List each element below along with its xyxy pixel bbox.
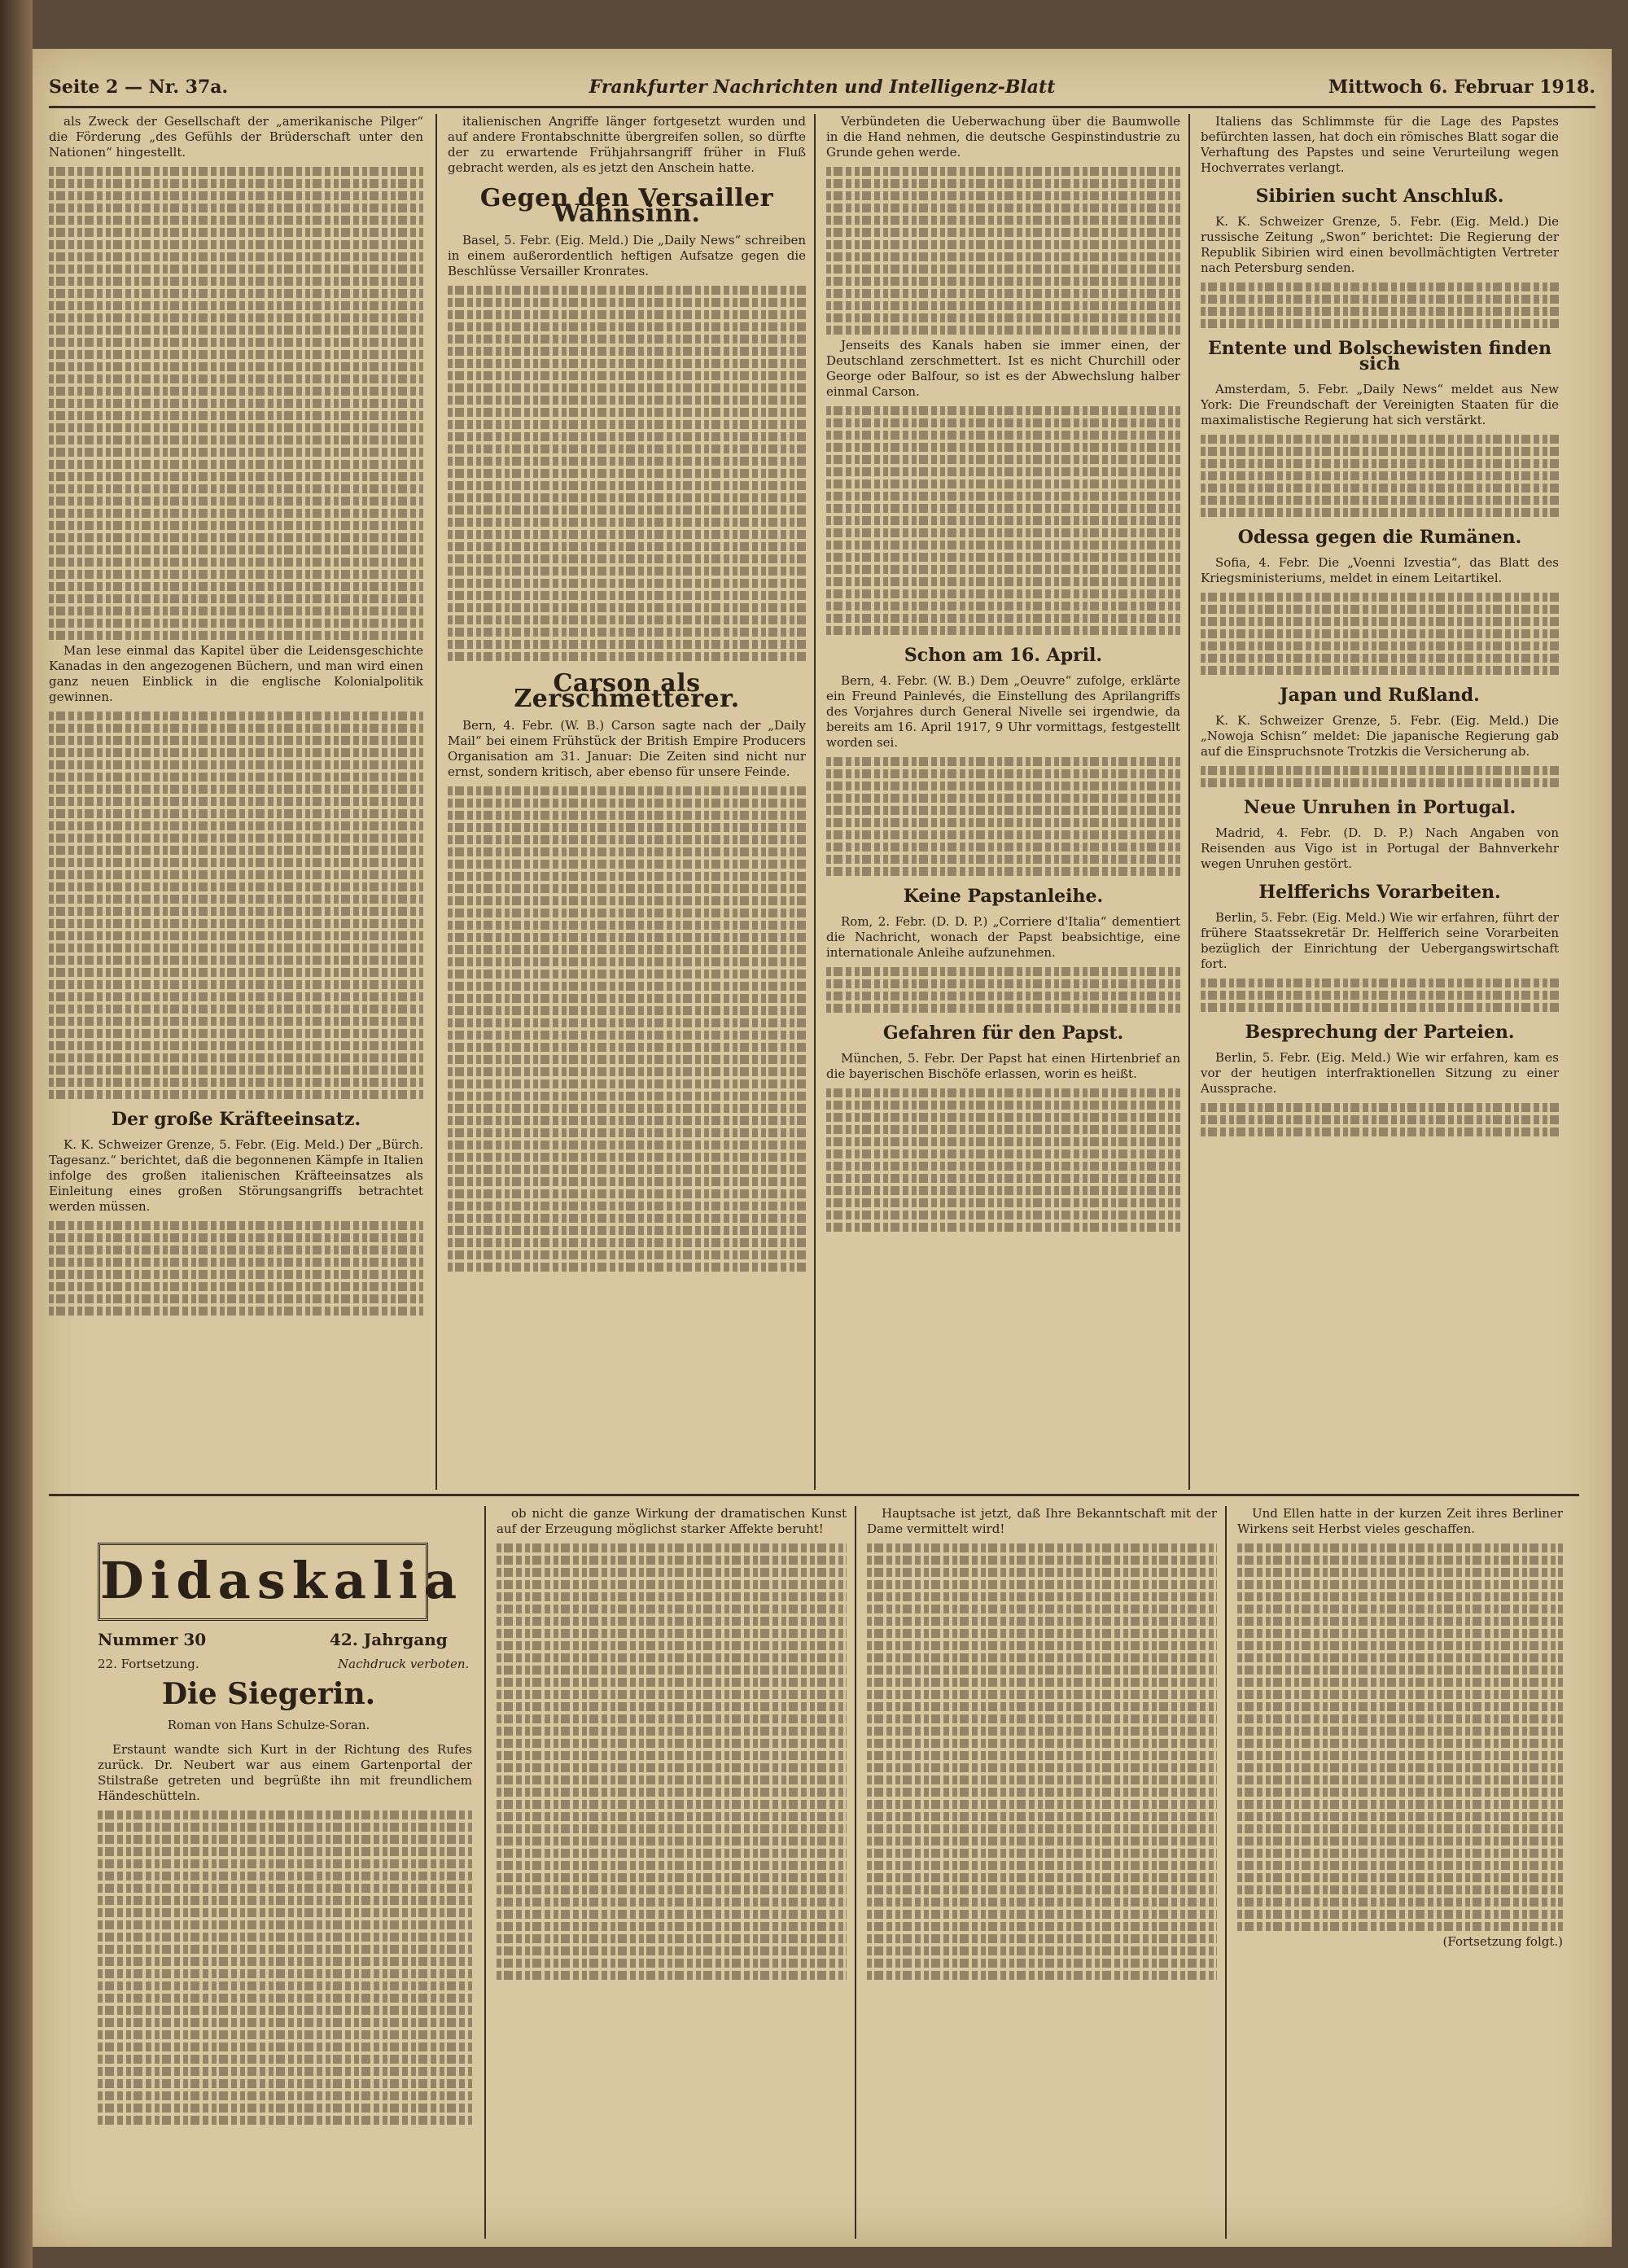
heading-sibirien: Sibirien sucht Anschluß. [1255,186,1504,207]
col4-body-1: K. K. Schweizer Grenze, 5. Febr. (Eig. Meld.) Die russische Zeitung „Swon“ berichtet: Die Regierung der Republik Sibirien wird einen bevollmächtigten Vertreter nach Petersburg senden. [1201,214,1559,275]
newspaper-page [33,49,1612,2247]
col4-body-2: Amsterdam, 5. Febr. „Daily News“ meldet aus New York: Die Freundschaft der Vereinigten Staaten für die maximalistische Regierung hat sich verstärkt. [1201,382,1559,427]
feuilleton-text-4: Und Ellen hatte in der kurzen Zeit ihres Berliner Wirkens seit Herbst vieles geschaffen. [1237,1506,1563,1536]
heading-keine-papstanleihe: Keine Papstanleihe. [903,886,1104,907]
heading-gefahren-papst: Gefahren für den Papst. [882,1022,1124,1044]
heading-odessa: Odessa gegen die Rumänen. [1237,527,1522,548]
novel-byline: Roman von Hans Schulze-Soran. [167,1718,370,1732]
masthead-title: Didaskalia [100,1551,464,1610]
heading-carson: Carson als Zerschmetterer. [514,669,740,713]
novel-title: Die Siegerin. [161,1677,376,1711]
col4-body-5: Madrid, 4. Febr. (D. D. P.) Nach Angaben von Reisenden aus Vigo ist in Portugal der Bahnverkehr wegen Unruhen gestört. [1201,825,1559,871]
book-spine [0,0,33,2268]
feuilleton-column-2 [497,1506,847,2239]
heading-japan-russland: Japan und Rußland. [1280,685,1480,706]
installment-label: 22. Fortsetzung. [98,1657,199,1671]
feuilleton-column-3 [867,1506,1217,2239]
col2-body-1: Basel, 5. Febr. (Eig. Meld.) Die „Daily News“ schreiben in einem außerordentlich heftigen Aufsatze gegen die Beschlüsse Versailler Kronrates. [448,233,806,278]
col1-paragraph-2: Man lese einmal das Kapitel über die Leidensgeschichte Kanadas in den angezogenen Büchern, und man wird einen ganz neuen Einblick in die englische Kolonialpolitik gewinnen. [49,643,423,704]
reprint-notice: Nachdruck verboten. [338,1657,470,1671]
col4-body-7: Berlin, 5. Febr. (Eig. Meld.) Wie wir erfahren, kam es vor der heutigen interfraktionellen Sitzung zu einer Aussprache. [1201,1050,1559,1096]
heading-portugal: Neue Unruhen in Portugal. [1243,797,1516,818]
col3-top: Verbündeten die Ueberwachung über die Baumwolle in die Hand nehmen, die deutsche Gespinstindustrie zu Grunde gehen werde. [826,114,1180,160]
heading-versailler-wahnsinn: Gegen den Versailler Wahnsinn. [479,184,774,228]
feuilleton-column-1 [98,1742,472,2231]
feuilleton-text-1: Erstaunt wandte sich Kurt in der Richtung des Rufes zurück. Dr. Neubert war aus einem Gartenportal der Stilstraße getreten und begrüßte ihn mit freundlichem Händeschütteln. [98,1742,472,1803]
issue-date: Mittwoch 6. Februar 1918. [1328,77,1595,98]
col3-body-3: Rom, 2. Febr. (D. D. P.) „Corriere d'Italia“ dementiert die Nachricht, wonach der Papst beabsichtige, eine internationale Anleihe aufzunehmen. [826,914,1180,960]
col3-body-2: Bern, 4. Febr. (W. B.) Dem „Oeuvre“ zufolge, erklärte ein Freund Painlevés, die Einstellung des Aprilangriffs des Vorjahres durch General Nivelle sei irgendwie, da bereits am 16. April 1917, 9 Uhr vormittags, festgestellt worden sei. [826,673,1180,750]
heading-kraefteeinsatz: Der große Kräfteeinsatz. [111,1109,361,1130]
didaskalia-masthead [98,1543,464,1621]
col4-top: Italiens das Schlimmste für die Lage des Papstes befürchten lassen, hat doch ein römisches Blatt sogar die Verhaftung des Papstes und seine Verurteilung wegen Hochverrates verlangt. [1201,114,1559,175]
heading-schon-am-16-april: Schon am 16. April. [904,645,1103,666]
col4-body-3: Sofia, 4. Febr. Die „Voenni Izvestia“, das Blatt des Kriegsministeriums, meldet in einem Leitartikel. [1201,555,1559,585]
col3-body-1: Jenseits des Kanals haben sie immer einen, der Deutschland zerschmettert. Ist es nicht Churchill oder George oder Balfour, so ist es der Abwechslung halber einmal Carson. [826,338,1180,399]
column-1 [49,114,423,1490]
col1-paragraph-3: K. K. Schweizer Grenze, 5. Febr. (Eig. Meld.) Der „Bürch. Tagesanz.“ berichtet, daß die begonnenen Kämpfe in Italien infolge des großen italienischen Kräfteeinsatzes als Einleitung eines großen Störungsangriffs betrachtet werden müssen. [49,1137,423,1214]
col4-body-4: K. K. Schweizer Grenze, 5. Febr. (Eig. Meld.) Die „Nowoja Schisn“ meldet: Die japanische Regierung gab auf die Einspruchsnote Trotzkis die Versicherung ab. [1201,713,1559,759]
continuation-note: (Fortsetzung folgt.) [1442,1934,1563,1949]
issue-number: Nummer 30 [98,1630,207,1649]
col2-top: italienischen Angriffe länger fortgesetzt wurden und auf andere Frontabschnitte übergreifen sollen, so dürfte der zu erwartende Frühjahrsangriff früher in Fluß gebracht werden, als es jetzt den Anschein hatte. [448,114,806,175]
heading-helfferich: Helfferichs Vorarbeiten. [1258,882,1501,903]
heading-entente-bolschewisten: Entente und Bolschewisten finden sich [1207,338,1552,374]
col3-body-4: München, 5. Febr. Der Papst hat einen Hirtenbrief an die bayerischen Bischöfe erlassen, worin es heißt. [826,1051,1180,1081]
column-4 [1201,114,1559,1490]
page-number: Seite 2 — Nr. 37a. [49,77,229,98]
column-2 [448,114,806,1490]
col1-paragraph-1: als Zweck der Gesellschaft der „amerikanische Pilger“ die Förderung „des Gefühls der Brüderschaft unter den Nationen“ hingestellt. [49,114,423,160]
feuilleton-text-3: Hauptsache ist jetzt, daß Ihre Bekanntschaft mit der Dame vermittelt wird! [867,1506,1217,1536]
newspaper-title: Frankfurter Nachrichten und Intelligenz-Blatt [589,77,1056,98]
feuilleton-column-4 [1237,1506,1563,2239]
heading-besprechung-parteien: Besprechung der Parteien. [1245,1022,1515,1043]
volume-year: 42. Jahrgang [330,1630,448,1649]
col4-body-6: Berlin, 5. Febr. (Eig. Meld.) Wie wir erfahren, führt der frühere Staatssekretär Dr. Helfferich seine Vorarbeiten bezüglich der Einrichtung der Uebergangswirtschaft fort. [1201,910,1559,971]
feuilleton-text-2: ob nicht die ganze Wirkung der dramatischen Kunst auf der Erzeugung möglichst starker Affekte beruht! [497,1506,847,1536]
column-3 [826,114,1180,1490]
page-header [49,73,1595,108]
col2-body-2: Bern, 4. Febr. (W. B.) Carson sagte nach der „Daily Mail“ bei einem Frühstück der British Empire Producers Organisation am 31. Januar: Die Zeiten sind nicht nur ernst, sondern kritisch, aber ebenso für unsere Feinde. [448,718,806,779]
